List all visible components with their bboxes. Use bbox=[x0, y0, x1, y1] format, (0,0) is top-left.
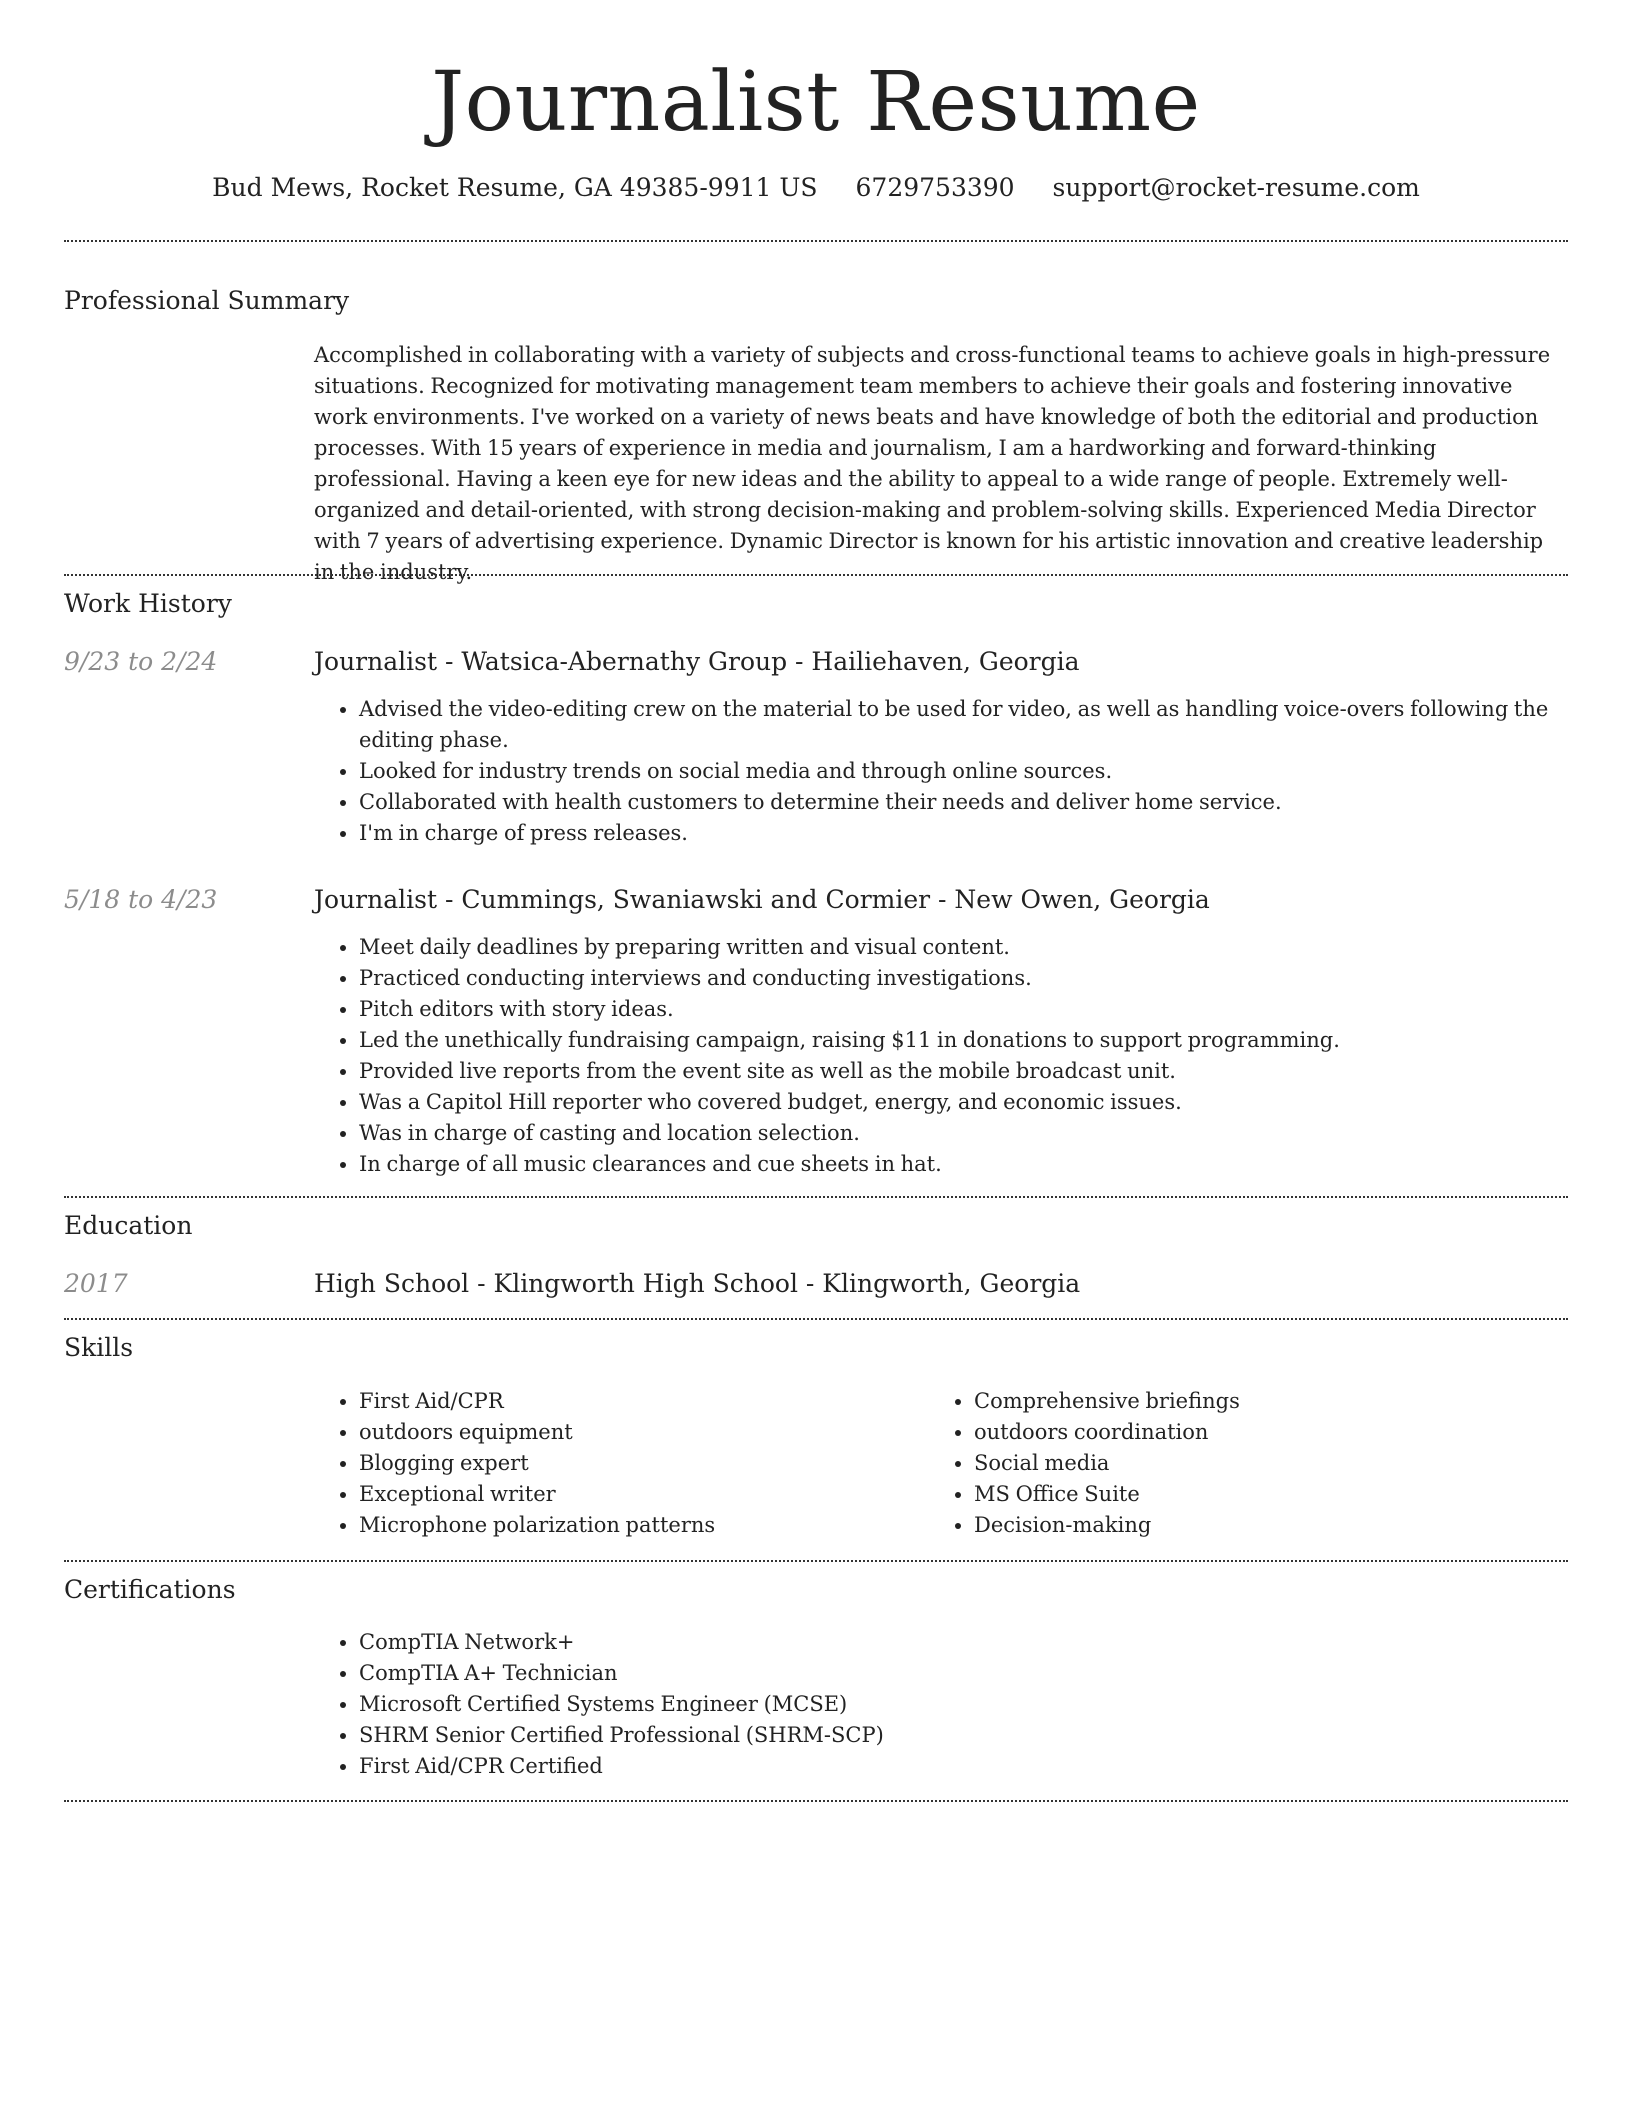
skill-item: • Blogging expert bbox=[359, 1448, 919, 1479]
certifications-list bbox=[314, 1627, 1589, 1782]
job-title: Journalist - Cummings, Swaniawski and Cormier - New Owen, Georgia bbox=[314, 885, 1210, 914]
divider bbox=[64, 1800, 1568, 1802]
skill-item: • Comprehensive briefings bbox=[974, 1386, 1574, 1417]
skill-item: • outdoors equipment bbox=[359, 1417, 919, 1448]
skill-item: • First Aid/CPR bbox=[359, 1386, 919, 1417]
job-bullet: • Was in charge of casting and location selection. bbox=[359, 1118, 1589, 1149]
skills-list-right bbox=[929, 1386, 1574, 1541]
job-bullet: • Meet daily deadlines by preparing written and visual content. bbox=[359, 932, 1589, 963]
divider bbox=[64, 1560, 1568, 1562]
section-heading-summary: Professional Summary bbox=[64, 286, 350, 315]
skill-item: • Exceptional writer bbox=[359, 1479, 919, 1510]
divider bbox=[64, 574, 1568, 576]
contact-phone: 6729753390 bbox=[855, 173, 1015, 202]
job-bullets bbox=[314, 694, 1589, 849]
job-bullet: • Led the unethically fundraising campaign, raising $11 in donations to support programming. bbox=[359, 1025, 1589, 1056]
certification-item: • SHRM Senior Certified Professional (SHRM-SCP) bbox=[359, 1720, 1589, 1751]
certification-item: • Microsoft Certified Systems Engineer (MCSE) bbox=[359, 1689, 1589, 1720]
education-year: 2017 bbox=[64, 1269, 128, 1298]
divider bbox=[64, 1318, 1568, 1320]
divider bbox=[64, 1196, 1568, 1198]
skill-item: • Decision-making bbox=[974, 1510, 1574, 1541]
skills-list-left bbox=[314, 1386, 919, 1541]
job-bullet: • Pitch editors with story ideas. bbox=[359, 994, 1589, 1025]
section-heading-certifications: Certifications bbox=[64, 1575, 236, 1604]
job-dates: 9/23 to 2/24 bbox=[64, 647, 218, 676]
section-heading-skills: Skills bbox=[64, 1333, 134, 1362]
skill-item: • outdoors coordination bbox=[974, 1417, 1574, 1448]
job-bullet: • Practiced conducting interviews and conducting investigations. bbox=[359, 963, 1589, 994]
certification-item: • CompTIA Network+ bbox=[359, 1627, 1589, 1658]
section-heading-work-history: Work History bbox=[64, 589, 232, 618]
job-bullets bbox=[314, 932, 1589, 1180]
skill-item: • Microphone polarization patterns bbox=[359, 1510, 919, 1541]
contact-address: Bud Mews, Rocket Resume, GA 49385-9911 US bbox=[212, 173, 818, 202]
divider bbox=[64, 240, 1568, 242]
job-title: Journalist - Watsica-Abernathy Group - Hailiehaven, Georgia bbox=[314, 647, 1080, 676]
skill-item: • MS Office Suite bbox=[974, 1479, 1574, 1510]
certification-item: • First Aid/CPR Certified bbox=[359, 1751, 1589, 1782]
skill-item: • Social media bbox=[974, 1448, 1574, 1479]
summary-text: Accomplished in collaborating with a variety of subjects and cross-functional teams to achieve goals in high-pressure situations. Recognized for motivating management team members to achieve their goals and fostering innovative work environments. I've worked on a variety of news beats and have knowledge of both the editorial and production processes. With 15 years of experience in media and journalism, I am a hardworking and forward-thinking professional. Having a keen eye for new ideas and the ability to appeal to a wide range of people. Extremely well-organized and detail-oriented, with strong decision-making and problem-solving skills. Experienced Media Director with 7 years of advertising experience. Dynamic Director is known for his artistic innovation and creative leadership in the industry. bbox=[314, 343, 1551, 584]
contact-line bbox=[0, 170, 1632, 206]
section-heading-education: Education bbox=[64, 1211, 193, 1240]
job-bullet: • Looked for industry trends on social media and through online sources. bbox=[359, 756, 1589, 787]
job-bullet: • In charge of all music clearances and cue sheets in hat. bbox=[359, 1149, 1589, 1180]
job-bullet: • I'm in charge of press releases. bbox=[359, 818, 1589, 849]
contact-email: support@rocket-resume.com bbox=[1052, 173, 1420, 202]
resume-title: Journalist Resume bbox=[431, 55, 1201, 150]
education-entry: High School - Klingworth High School - Klingworth, Georgia bbox=[314, 1269, 1081, 1298]
certification-item: • CompTIA A+ Technician bbox=[359, 1658, 1589, 1689]
job-bullet: • Collaborated with health customers to determine their needs and deliver home service. bbox=[359, 787, 1589, 818]
job-bullet: • Advised the video-editing crew on the material to be used for video, as well as handling voice-overs following the editing phase. bbox=[359, 694, 1589, 756]
job-dates: 5/18 to 4/23 bbox=[64, 885, 218, 914]
job-bullet: • Was a Capitol Hill reporter who covered budget, energy, and economic issues. bbox=[359, 1087, 1589, 1118]
job-bullet: • Provided live reports from the event site as well as the mobile broadcast unit. bbox=[359, 1056, 1589, 1087]
